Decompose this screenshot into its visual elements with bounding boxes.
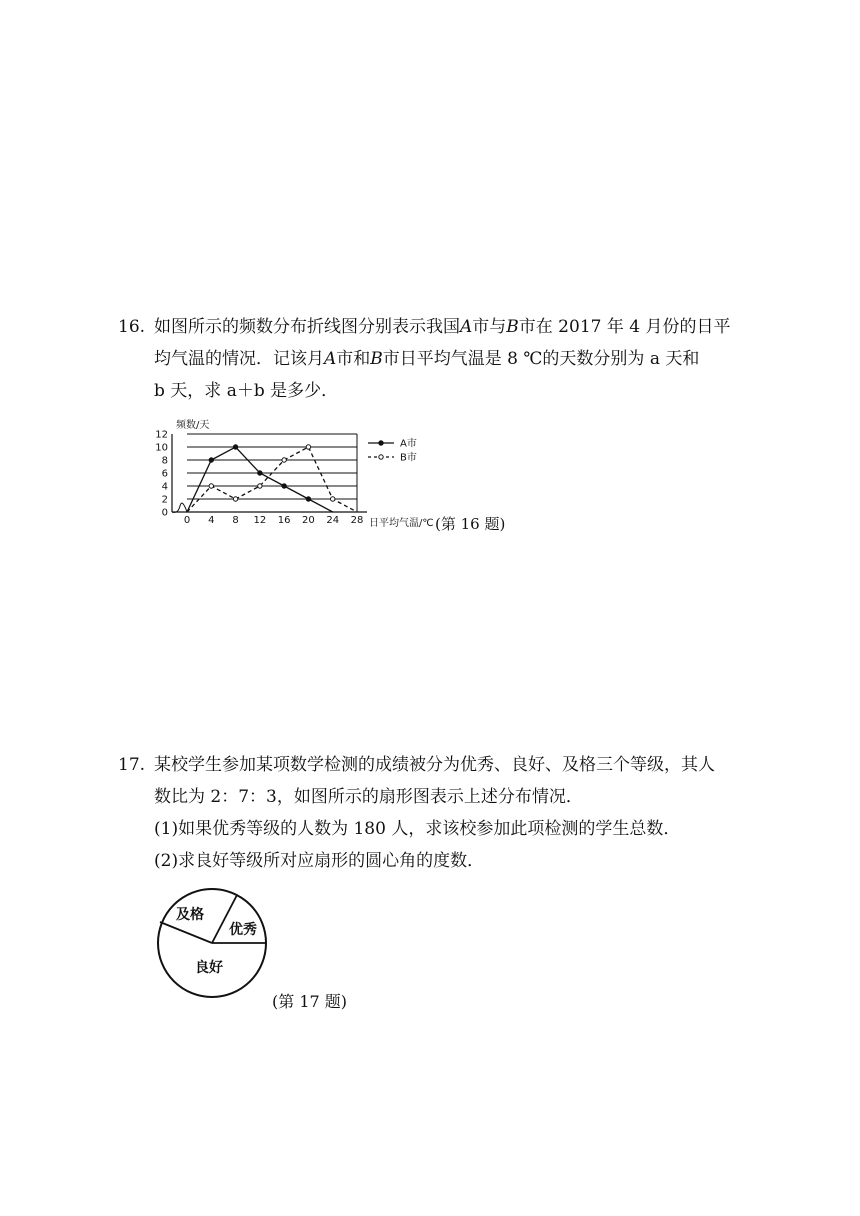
x-tick-label: 20 (302, 515, 315, 526)
y-tick-label: 2 (161, 494, 168, 506)
data-point (258, 484, 262, 488)
figure-17-caption: (第 17 题) (272, 992, 348, 1011)
y-tick-label: 4 (161, 481, 168, 493)
y-tick-label: 12 (155, 429, 168, 441)
frequency-line-chart (150, 412, 450, 532)
x-tick-label: 16 (277, 515, 291, 526)
problem-16-line-1: 如图所示的频数分布折线图分别表示我国A市与B市在 2017 年 4 月份的日平 (154, 317, 731, 337)
figure-16-caption: (第 16 题) (435, 515, 506, 533)
data-point (306, 497, 310, 501)
problem-16-line-2: 均气温的情况．记该月A市和B市日平均气温是 8 ℃的天数分别为 a 天和 (154, 349, 700, 369)
x-tick-label: 24 (326, 515, 340, 526)
axis-break-mark (172, 503, 187, 512)
problem-17-question-2: (2)求良好等级所对应扇形的圆心角的度数． (154, 851, 485, 871)
problem-16-line-3: b 天，求 a＋b 是多少． (154, 381, 339, 401)
legend-marker-0 (379, 441, 383, 445)
y-axis-label: 频数/天 (176, 420, 210, 431)
data-point (306, 445, 310, 449)
series-line-0 (187, 447, 333, 512)
problem-17-line-1: 某校学生参加某项数学检测的成绩被分为优秀、良好、及格三个等级，其人 (154, 755, 715, 775)
x-tick-label: 28 (350, 515, 364, 526)
x-tick-label: 12 (253, 515, 267, 526)
data-point (282, 484, 286, 488)
legend-label-1: B市 (400, 452, 417, 464)
pie-label-lianghao: 良好 (195, 960, 223, 976)
problem-17-question-1: (1)如果优秀等级的人数为 180 人，求该校参加此项检测的学生总数． (154, 819, 681, 839)
chart-legend (368, 437, 417, 464)
y-tick-label: 10 (155, 442, 168, 454)
city-a-label: A (460, 317, 473, 337)
pie-label-youxiu: 优秀 (229, 922, 257, 938)
data-point (233, 497, 237, 501)
x-tick-label: 4 (208, 515, 215, 526)
x-tick-label: 8 (232, 515, 239, 526)
y-tick-label: 0 (161, 507, 168, 519)
data-point (209, 484, 213, 488)
legend-marker-1 (379, 455, 383, 459)
pie-label-jige: 及格 (176, 907, 204, 923)
data-point (258, 471, 262, 475)
data-point (233, 445, 237, 449)
data-point (331, 497, 335, 501)
data-point (282, 458, 286, 462)
chart-gridlines (187, 434, 357, 499)
pie-radius-left (160, 922, 212, 943)
x-axis-label: 日平均气温/℃ (369, 518, 434, 529)
pie-chart (154, 888, 274, 1002)
y-tick-label: 6 (161, 468, 168, 480)
legend-label-0: A市 (400, 438, 417, 450)
chart-series (187, 445, 357, 512)
y-tick-label: 8 (161, 455, 168, 467)
problem-17-line-2: 数比为 2：7：3，如图所示的扇形图表示上述分布情况． (154, 787, 583, 807)
problem-number: 17. (118, 755, 146, 775)
x-tick-label: 0 (183, 515, 191, 526)
data-point (209, 458, 213, 462)
city-b-label: B (506, 317, 519, 337)
problem-number: 16. (118, 317, 146, 337)
